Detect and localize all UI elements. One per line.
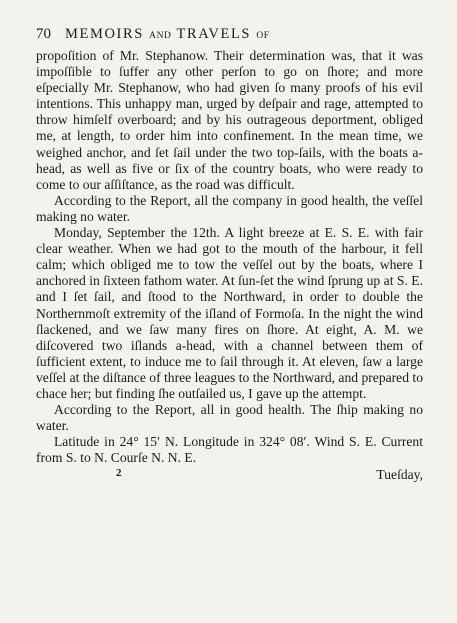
signature-mark: 2 <box>116 467 122 480</box>
page-number: 70 <box>36 26 51 42</box>
paragraph-1: propoſition of Mr. Stephanow. Their determination was, that it was impoſſible to ſuffer any other perſon to go on ſhore; and more eſpecially Mr. Stephanow, who had given ſo many proofs of his evil intentions. This unhappy man, urged by deſpair and rage, attempted to throw himſelf overboard; and by his outrageous deportment, obliged me, at length, to order him into confinement. In the mean time, we weighed anchor, and ſet ſail under the two top-ſails, with the boats a-head, as well as five or ſix of the country boats, who were ready to come to our aſſiſtance, as the road was difficult. <box>36 48 423 192</box>
catchword: Tueſday, <box>376 467 423 483</box>
title-of: OF <box>256 31 270 41</box>
paragraph-3: Monday, September the 12th. A light breeze at E. S. E. with fair clear weather. When we had got to the mouth of the harbour, it fell calm; which obliged me to tow the veſſel out by the boats, where I anchored in ſixteen fathom water. At ſun-ſet the wind ſprung up at S. E. and I ſet ſail, and ſtood to the Northward, in order to double the Northernmoſt extremity of the iſland of Formoſa. In the night the wind ſlackened, and we ſaw many fires on ſhore. At eight, A. M. we diſcovered two iſlands a-head, with a channel between them of ſufficient extent, to induce me to ſail through it. At eleven, ſaw a large veſſel at the diſtance of three leagues to the Northward, and prepared to chace her; but finding ſhe outſailed us, I gave up the attempt. <box>36 225 423 401</box>
running-header <box>36 26 423 43</box>
title-memoirs: MEMOIRS <box>65 26 144 42</box>
page-footer <box>36 467 423 483</box>
running-title <box>65 26 270 43</box>
title-travels: TRAVELS <box>176 26 252 42</box>
paragraph-2: According to the Report, all the company in good health, the veſſel making no water. <box>36 192 423 224</box>
paragraph-4: According to the Report, all in good health. The ſhip making no water. <box>36 402 423 434</box>
title-and: AND <box>149 31 172 41</box>
paragraph-5: Latitude in 24° 15′ N. Longitude in 324° 08′. Wind S. E. Current from S. to N. Courſe N. N. E. <box>36 434 423 466</box>
page-body <box>36 48 423 466</box>
